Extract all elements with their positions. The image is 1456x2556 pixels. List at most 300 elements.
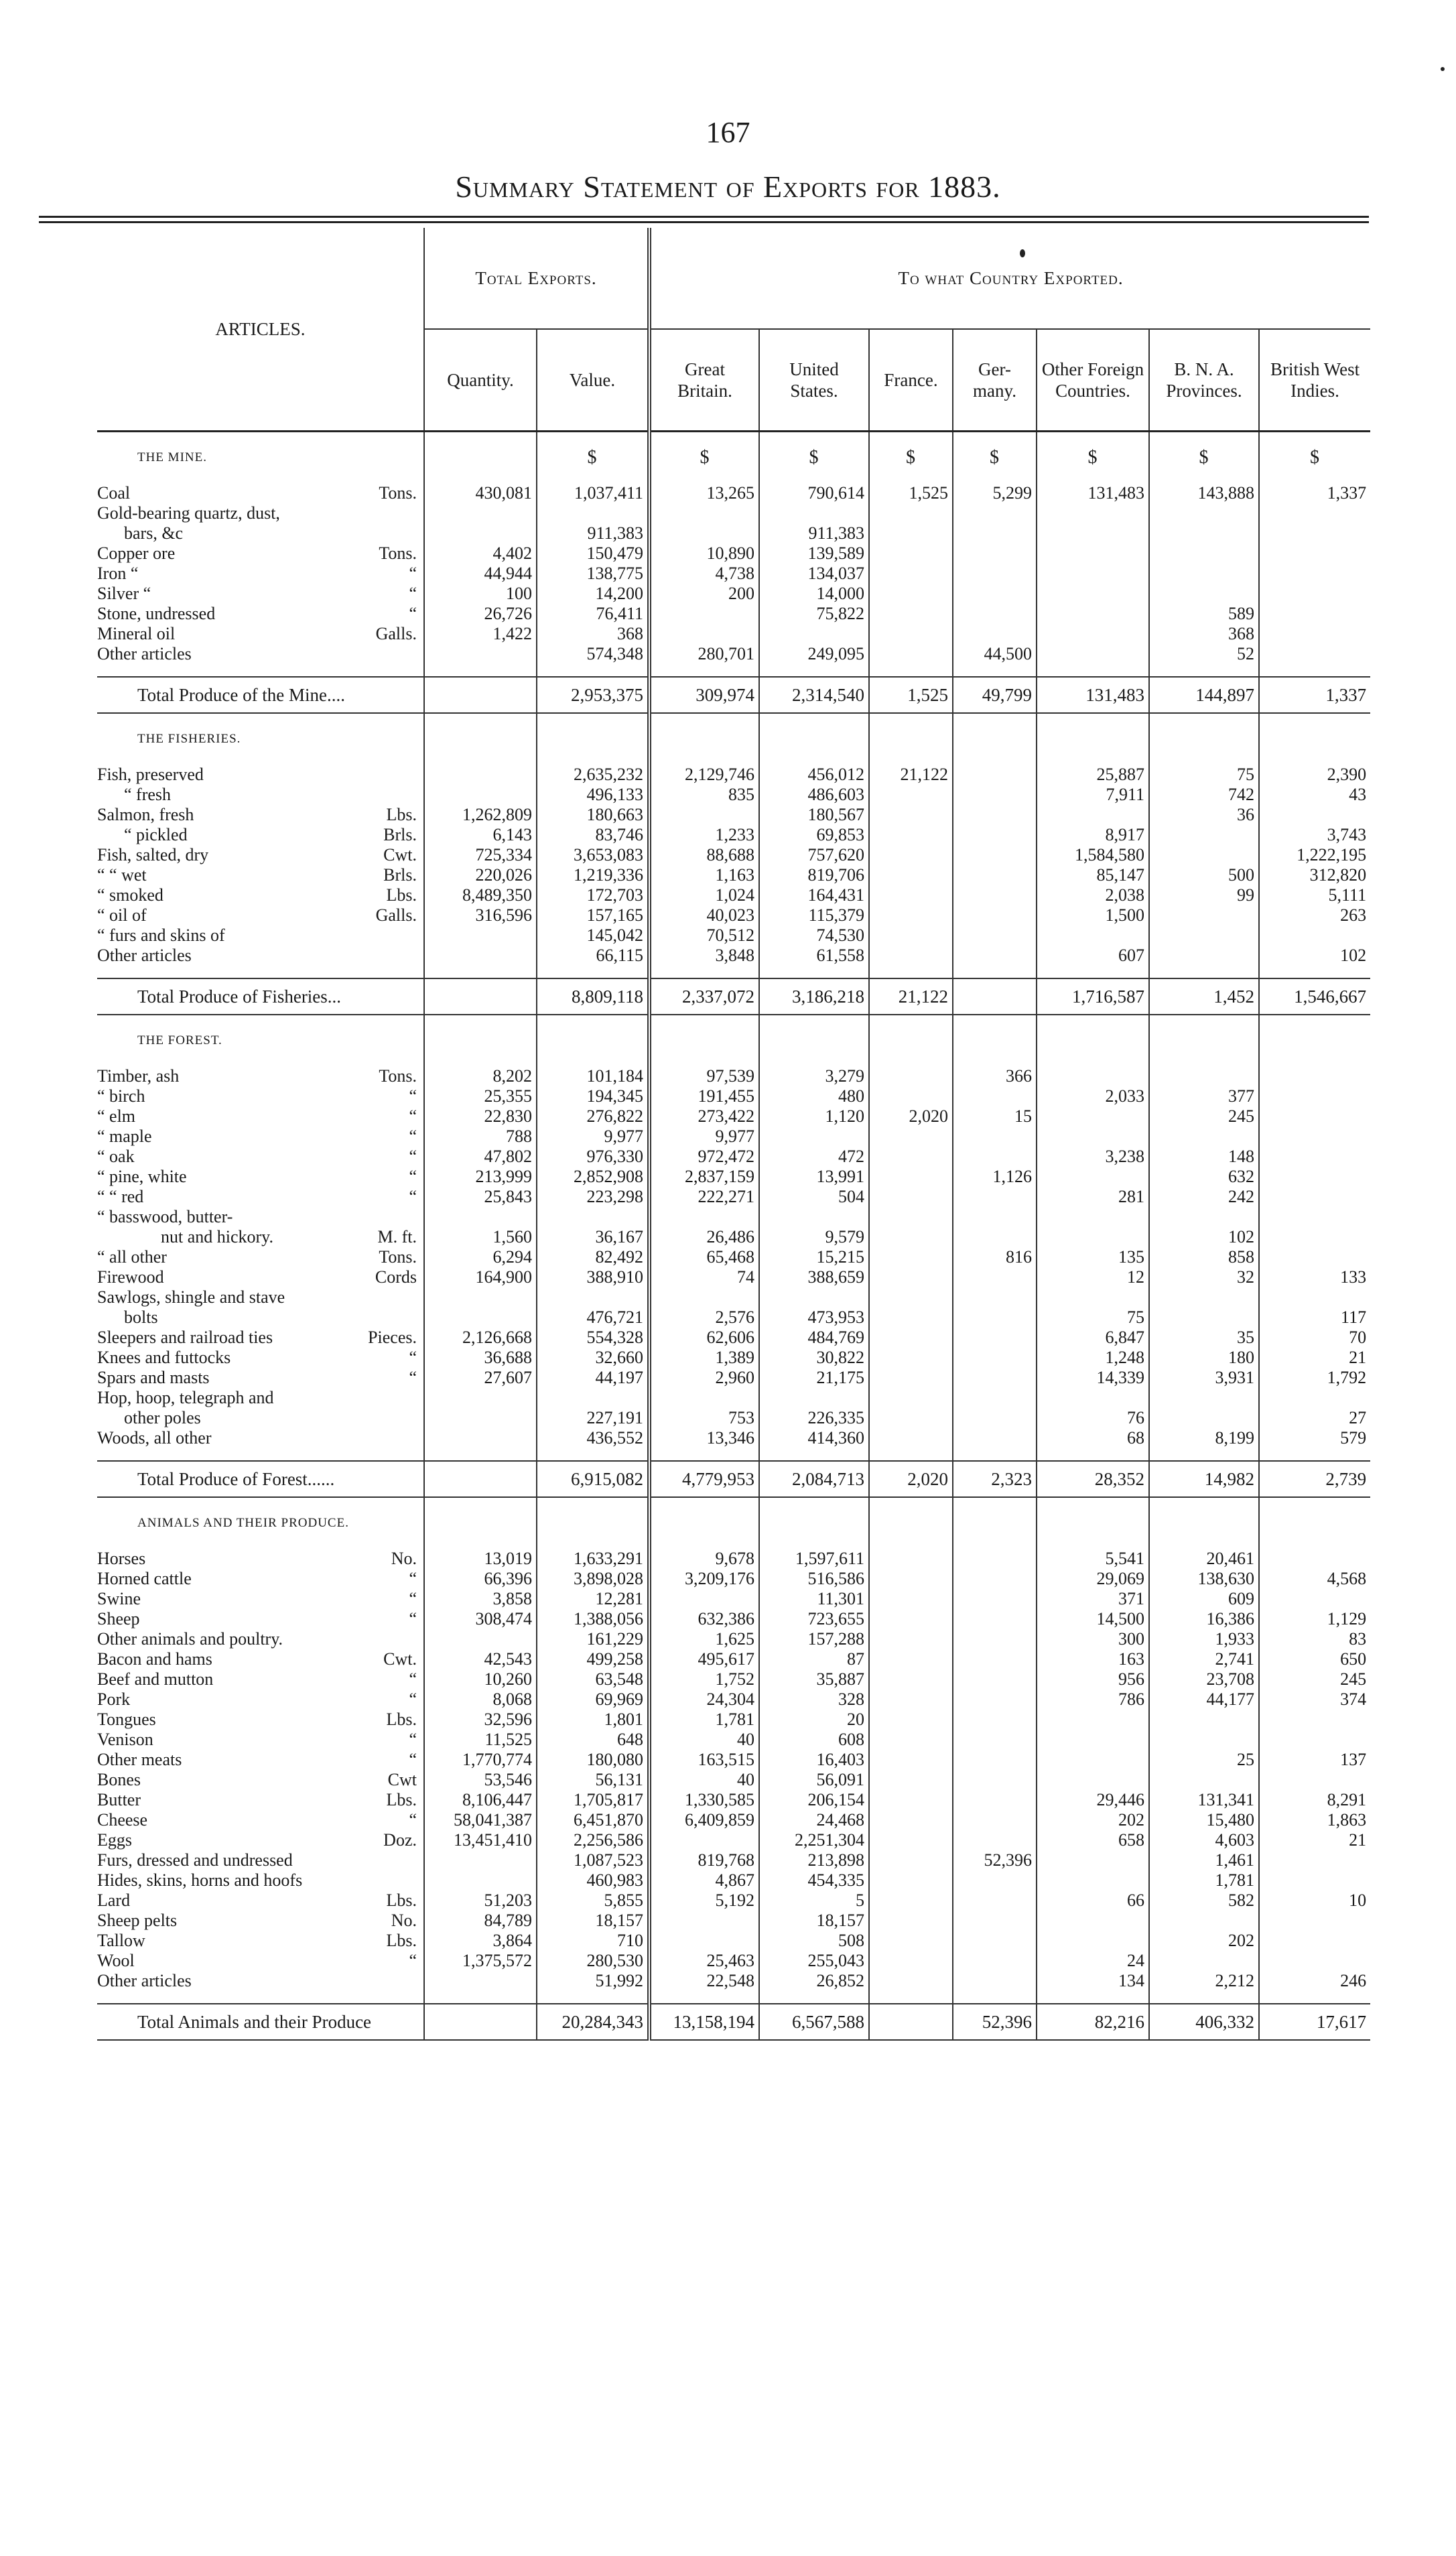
value-cell: 3,864 (424, 1931, 537, 1951)
value-cell: 632,386 (649, 1609, 759, 1629)
article-unit: Cwt. (383, 1649, 417, 1669)
value-cell: 456,012 (759, 765, 869, 785)
value-cell (649, 1830, 759, 1850)
total-label: Total Animals and their Produce (97, 2004, 424, 2040)
value-cell (1037, 1207, 1149, 1227)
value-cell: 5,111 (1259, 885, 1370, 905)
article-label: Fish, salted, dry (97, 845, 209, 865)
value-cell: 1,233 (649, 825, 759, 845)
value-cell: 76,411 (537, 604, 649, 624)
value-cell (1259, 1589, 1370, 1609)
value-cell: 36,688 (424, 1348, 537, 1368)
value-cell (869, 1247, 953, 1267)
value-cell (953, 604, 1037, 624)
value-cell: 280,530 (537, 1951, 649, 1971)
value-cell (1149, 1127, 1259, 1147)
row-article (97, 925, 424, 946)
value-cell: 32,596 (424, 1710, 537, 1730)
value-cell (424, 523, 537, 544)
value-cell: 742 (1149, 785, 1259, 805)
value-cell: 75 (1149, 765, 1259, 785)
value-cell: 366 (953, 1066, 1037, 1086)
value-cell: 70 (1259, 1328, 1370, 1348)
article-label: Tongues (97, 1710, 156, 1729)
total-cell: 2,337,072 (649, 978, 759, 1015)
row-article (97, 865, 424, 885)
value-cell (869, 1187, 953, 1207)
value-cell (1259, 564, 1370, 584)
total-cell: 1,546,667 (1259, 978, 1370, 1015)
table-row (97, 925, 1370, 946)
value-cell (953, 1127, 1037, 1147)
value-cell: 1,625 (649, 1629, 759, 1649)
value-cell (424, 1388, 537, 1408)
value-cell: 516,586 (759, 1569, 869, 1589)
value-cell: 5,541 (1037, 1549, 1149, 1569)
value-cell (869, 805, 953, 825)
value-cell (1259, 1147, 1370, 1167)
value-cell: 5,855 (537, 1891, 649, 1911)
row-article (97, 1770, 424, 1790)
table-row (97, 905, 1370, 925)
table-row (97, 1870, 1370, 1891)
value-cell: 972,472 (649, 1147, 759, 1167)
value-cell (1149, 925, 1259, 946)
value-cell (537, 503, 649, 523)
total-label: Total Produce of Forest...... (97, 1461, 424, 1497)
value-cell (953, 1549, 1037, 1569)
value-cell: 47,802 (424, 1147, 537, 1167)
value-cell: 13,265 (649, 483, 759, 503)
value-cell (869, 1388, 953, 1408)
total-row (97, 1461, 1370, 1497)
total-cell: 1,337 (1259, 677, 1370, 713)
value-cell (649, 503, 759, 523)
blank-cell (759, 1497, 869, 1549)
value-cell: 956 (1037, 1669, 1149, 1689)
value-cell (649, 805, 759, 825)
total-row (97, 978, 1370, 1015)
value-cell: 460,983 (537, 1870, 649, 1891)
value-cell (953, 1790, 1037, 1810)
table-row (97, 1247, 1370, 1267)
blank-cell (759, 1015, 869, 1066)
value-cell: 97,539 (649, 1066, 759, 1086)
value-cell (869, 1287, 953, 1307)
value-cell: 88,688 (649, 845, 759, 865)
dollar-sign: $ (953, 432, 1037, 484)
value-cell (1259, 1549, 1370, 1569)
value-cell (1259, 1207, 1370, 1227)
row-article (97, 845, 424, 865)
value-cell (1259, 1086, 1370, 1106)
value-cell: 191,455 (649, 1086, 759, 1106)
value-cell (869, 1931, 953, 1951)
header-united-states: United States. (759, 329, 869, 430)
value-cell (869, 845, 953, 865)
value-cell: 3,858 (424, 1589, 537, 1609)
value-cell (1149, 1388, 1259, 1408)
total-row (97, 677, 1370, 713)
value-cell: 157,165 (537, 905, 649, 925)
value-cell (869, 1891, 953, 1911)
row-article (97, 584, 424, 604)
blank-cell (759, 713, 869, 765)
table-row (97, 1669, 1370, 1689)
section-title: THE MINE. (137, 450, 207, 464)
article-unit: “ (409, 564, 417, 583)
value-cell (1259, 1951, 1370, 1971)
article-label: Spars and masts (97, 1368, 210, 1387)
value-cell: 69,969 (537, 1689, 649, 1710)
value-cell (869, 946, 953, 966)
value-cell: 1,389 (649, 1348, 759, 1368)
article-label: Sawlogs, shingle and stave (97, 1287, 285, 1307)
value-cell: 1,792 (1259, 1368, 1370, 1388)
total-cell: 4,779,953 (649, 1461, 759, 1497)
total-label: Total Produce of Fisheries... (97, 978, 424, 1015)
table-row (97, 1710, 1370, 1730)
table-row (97, 1750, 1370, 1770)
article-unit: Lbs. (386, 1931, 417, 1950)
value-cell: 504 (759, 1187, 869, 1207)
value-cell: 8,202 (424, 1066, 537, 1086)
value-cell (1259, 523, 1370, 544)
article-label: Bones (97, 1770, 141, 1789)
value-cell (869, 1408, 953, 1428)
article-unit: “ (409, 1106, 417, 1126)
row-article (97, 1167, 424, 1187)
row-article (97, 1086, 424, 1106)
table-row (97, 1790, 1370, 1810)
value-cell (953, 1649, 1037, 1669)
value-cell: 138,630 (1149, 1569, 1259, 1589)
value-cell: 63,548 (537, 1669, 649, 1689)
value-cell: 790,614 (759, 483, 869, 503)
value-cell (953, 1810, 1037, 1830)
table-row (97, 503, 1370, 523)
table-row (97, 1649, 1370, 1669)
value-cell (953, 564, 1037, 584)
value-cell (953, 825, 1037, 845)
value-cell: 74,530 (759, 925, 869, 946)
table-row (97, 1931, 1370, 1951)
table-row (97, 1066, 1370, 1086)
value-cell: 377 (1149, 1086, 1259, 1106)
value-cell (1149, 503, 1259, 523)
row-article (97, 1187, 424, 1207)
value-cell (1149, 905, 1259, 925)
row-article (97, 1368, 424, 1388)
value-cell: 18,157 (537, 1911, 649, 1931)
article-label: bars, &c (124, 523, 184, 543)
table-row (97, 1167, 1370, 1187)
blank-cell (649, 1497, 759, 1549)
value-cell (869, 1207, 953, 1227)
value-cell: 2,576 (649, 1307, 759, 1328)
value-cell: 632 (1149, 1167, 1259, 1187)
article-label: “ “ red (97, 1187, 144, 1206)
blank-cell (424, 1015, 537, 1066)
row-article (97, 503, 424, 523)
value-cell: 2,212 (1149, 1971, 1259, 1991)
blank-cell (1149, 713, 1259, 765)
value-cell: 753 (649, 1408, 759, 1428)
value-cell: 476,721 (537, 1307, 649, 1328)
blank-cell (1149, 1015, 1259, 1066)
value-cell (869, 785, 953, 805)
article-label: nut and hickory. (161, 1227, 273, 1247)
value-cell (1259, 1287, 1370, 1307)
value-cell (1037, 1911, 1149, 1931)
total-cell: 6,915,082 (537, 1461, 649, 1497)
value-cell (1149, 1730, 1259, 1750)
value-cell: 3,653,083 (537, 845, 649, 865)
row-article (97, 1951, 424, 1971)
total-cell: 52,396 (953, 2004, 1037, 2040)
value-cell: 51,992 (537, 1971, 649, 1991)
article-unit: “ (409, 1730, 417, 1749)
value-cell (953, 1911, 1037, 1931)
total-cell (424, 677, 537, 713)
value-cell: 83,746 (537, 825, 649, 845)
article-label: Sheep (97, 1609, 140, 1628)
value-cell (869, 925, 953, 946)
dollar-sign: $ (759, 432, 869, 484)
value-cell (869, 1086, 953, 1106)
article-label: Other animals and poultry. (97, 1629, 283, 1649)
value-cell: 710 (537, 1931, 649, 1951)
value-cell: 8,068 (424, 1689, 537, 1710)
value-cell (424, 1307, 537, 1328)
row-article (97, 1911, 424, 1931)
row-article (97, 1328, 424, 1348)
value-cell: 2,038 (1037, 885, 1149, 905)
value-cell: 68 (1037, 1428, 1149, 1448)
value-cell: 6,451,870 (537, 1810, 649, 1830)
table-row (97, 644, 1370, 664)
total-row (97, 2004, 1370, 2040)
value-cell: 1,337 (1259, 483, 1370, 503)
blank-cell (649, 1015, 759, 1066)
table-row (97, 483, 1370, 503)
value-cell (869, 1589, 953, 1609)
value-cell (953, 503, 1037, 523)
value-cell: 135 (1037, 1247, 1149, 1267)
value-cell: 2,635,232 (537, 765, 649, 785)
value-cell: 16,403 (759, 1750, 869, 1770)
table-row (97, 865, 1370, 885)
value-cell (759, 503, 869, 523)
table-row (97, 765, 1370, 785)
value-cell: 12,281 (537, 1589, 649, 1609)
value-cell (869, 1870, 953, 1891)
section-title: ANIMALS AND THEIR PRODUCE. (137, 1516, 349, 1530)
value-cell: 83 (1259, 1629, 1370, 1649)
value-cell: 44,177 (1149, 1689, 1259, 1710)
value-cell: 32 (1149, 1267, 1259, 1287)
value-cell: 10 (1259, 1891, 1370, 1911)
value-cell: 607 (1037, 946, 1149, 966)
section-header-row (97, 1497, 1370, 1549)
value-cell: 1,037,411 (537, 483, 649, 503)
row-article (97, 1730, 424, 1750)
value-cell: 27,607 (424, 1368, 537, 1388)
row-article (97, 624, 424, 644)
value-cell (424, 1207, 537, 1227)
article-unit: “ (409, 1669, 417, 1689)
total-cell: 131,483 (1037, 677, 1149, 713)
article-label: Hides, skins, horns and hoofs (97, 1870, 303, 1890)
value-cell: 414,360 (759, 1428, 869, 1448)
value-cell: 143,888 (1149, 483, 1259, 503)
value-cell: 223,298 (537, 1187, 649, 1207)
header-great-britain: Great Britain. (649, 329, 759, 430)
value-cell (953, 1750, 1037, 1770)
row-article (97, 805, 424, 825)
row-article (97, 1649, 424, 1669)
value-cell: 2,390 (1259, 765, 1370, 785)
article-label: bolts (124, 1307, 158, 1327)
value-cell (953, 905, 1037, 925)
value-cell: 25,843 (424, 1187, 537, 1207)
value-cell (1259, 1710, 1370, 1730)
spacer-row (97, 966, 1370, 978)
article-unit: No. (391, 1549, 417, 1568)
value-cell (869, 1649, 953, 1669)
total-cell: 28,352 (1037, 1461, 1149, 1497)
value-cell: 75 (1037, 1307, 1149, 1328)
value-cell: 1,388,056 (537, 1609, 649, 1629)
value-cell: 16,386 (1149, 1609, 1259, 1629)
table-row (97, 1307, 1370, 1328)
article-label: Pork (97, 1689, 131, 1709)
value-cell (869, 644, 953, 664)
row-article (97, 1428, 424, 1448)
value-cell: 9,977 (537, 1127, 649, 1147)
article-label: “ pickled (124, 825, 188, 844)
value-cell (869, 1689, 953, 1710)
value-cell (953, 1287, 1037, 1307)
table-row (97, 1971, 1370, 1991)
value-cell (869, 604, 953, 624)
value-cell: 227,191 (537, 1408, 649, 1428)
value-cell (1037, 1388, 1149, 1408)
value-cell (1149, 845, 1259, 865)
value-cell: 24 (1037, 1951, 1149, 1971)
value-cell: 40 (649, 1730, 759, 1750)
value-cell (1037, 1710, 1149, 1730)
value-cell: 53,546 (424, 1770, 537, 1790)
table-row (97, 805, 1370, 825)
table-row (97, 1569, 1370, 1589)
value-cell: 388,659 (759, 1267, 869, 1287)
value-cell: 312,820 (1259, 865, 1370, 885)
value-cell: 29,446 (1037, 1790, 1149, 1810)
value-cell (649, 604, 759, 624)
value-cell: 8,291 (1259, 1790, 1370, 1810)
value-cell (953, 1971, 1037, 1991)
value-cell: 2,837,159 (649, 1167, 759, 1187)
value-cell: 14,000 (759, 584, 869, 604)
value-cell (1149, 523, 1259, 544)
article-label: Mineral oil (97, 624, 176, 643)
value-cell (869, 564, 953, 584)
value-cell: 1,262,809 (424, 805, 537, 825)
value-cell: 14,339 (1037, 1368, 1149, 1388)
value-cell: 65,468 (649, 1247, 759, 1267)
value-cell: 20,461 (1149, 1549, 1259, 1569)
value-cell (953, 1830, 1037, 1850)
value-cell (1259, 644, 1370, 664)
row-article (97, 1147, 424, 1167)
value-cell (1259, 1911, 1370, 1931)
table-row (97, 1408, 1370, 1428)
value-cell: 102 (1149, 1227, 1259, 1247)
total-cell: 17,617 (1259, 2004, 1370, 2040)
value-cell (1037, 1850, 1149, 1870)
table-row (97, 946, 1370, 966)
blank-cell (869, 1015, 953, 1066)
value-cell: 12 (1037, 1267, 1149, 1287)
value-cell: 145,042 (537, 925, 649, 946)
article-unit: “ (409, 1810, 417, 1830)
value-cell: 213,999 (424, 1167, 537, 1187)
article-label: Cheese (97, 1810, 148, 1830)
value-cell: 388,910 (537, 1267, 649, 1287)
total-cell: 1,525 (869, 677, 953, 713)
value-cell (953, 584, 1037, 604)
row-article (97, 1207, 424, 1227)
value-cell: 138,775 (537, 564, 649, 584)
value-cell (1037, 584, 1149, 604)
article-unit: Doz. (383, 1830, 417, 1850)
value-cell: 650 (1259, 1649, 1370, 1669)
article-label: Other articles (97, 946, 192, 965)
value-cell (953, 1227, 1037, 1247)
value-cell: 495,617 (649, 1649, 759, 1669)
blank-cell (424, 432, 537, 484)
value-cell (1259, 1227, 1370, 1247)
row-article (97, 1106, 424, 1127)
article-unit: “ (409, 1569, 417, 1588)
value-cell: 725,334 (424, 845, 537, 865)
value-cell: 25 (1149, 1750, 1259, 1770)
value-cell (869, 825, 953, 845)
value-cell: 74 (649, 1267, 759, 1287)
value-cell: 1,781 (1149, 1870, 1259, 1891)
value-cell: 23,708 (1149, 1669, 1259, 1689)
article-label: other poles (124, 1408, 201, 1427)
value-cell: 52 (1149, 644, 1259, 664)
value-cell: 76 (1037, 1408, 1149, 1428)
value-cell: 3,931 (1149, 1368, 1259, 1388)
blank-cell (1259, 1497, 1370, 1549)
article-unit: “ (409, 1368, 417, 1387)
article-label: “ fresh (124, 785, 172, 804)
row-article (97, 1629, 424, 1649)
value-cell: 374 (1259, 1689, 1370, 1710)
value-cell (1259, 1187, 1370, 1207)
total-cell (869, 2004, 953, 2040)
article-unit: “ (409, 1951, 417, 1970)
value-cell (1259, 1127, 1370, 1147)
blank-cell (1149, 1497, 1259, 1549)
value-cell: 21 (1259, 1348, 1370, 1368)
row-article (97, 1971, 424, 1991)
table-row (97, 1951, 1370, 1971)
value-cell (869, 1730, 953, 1750)
